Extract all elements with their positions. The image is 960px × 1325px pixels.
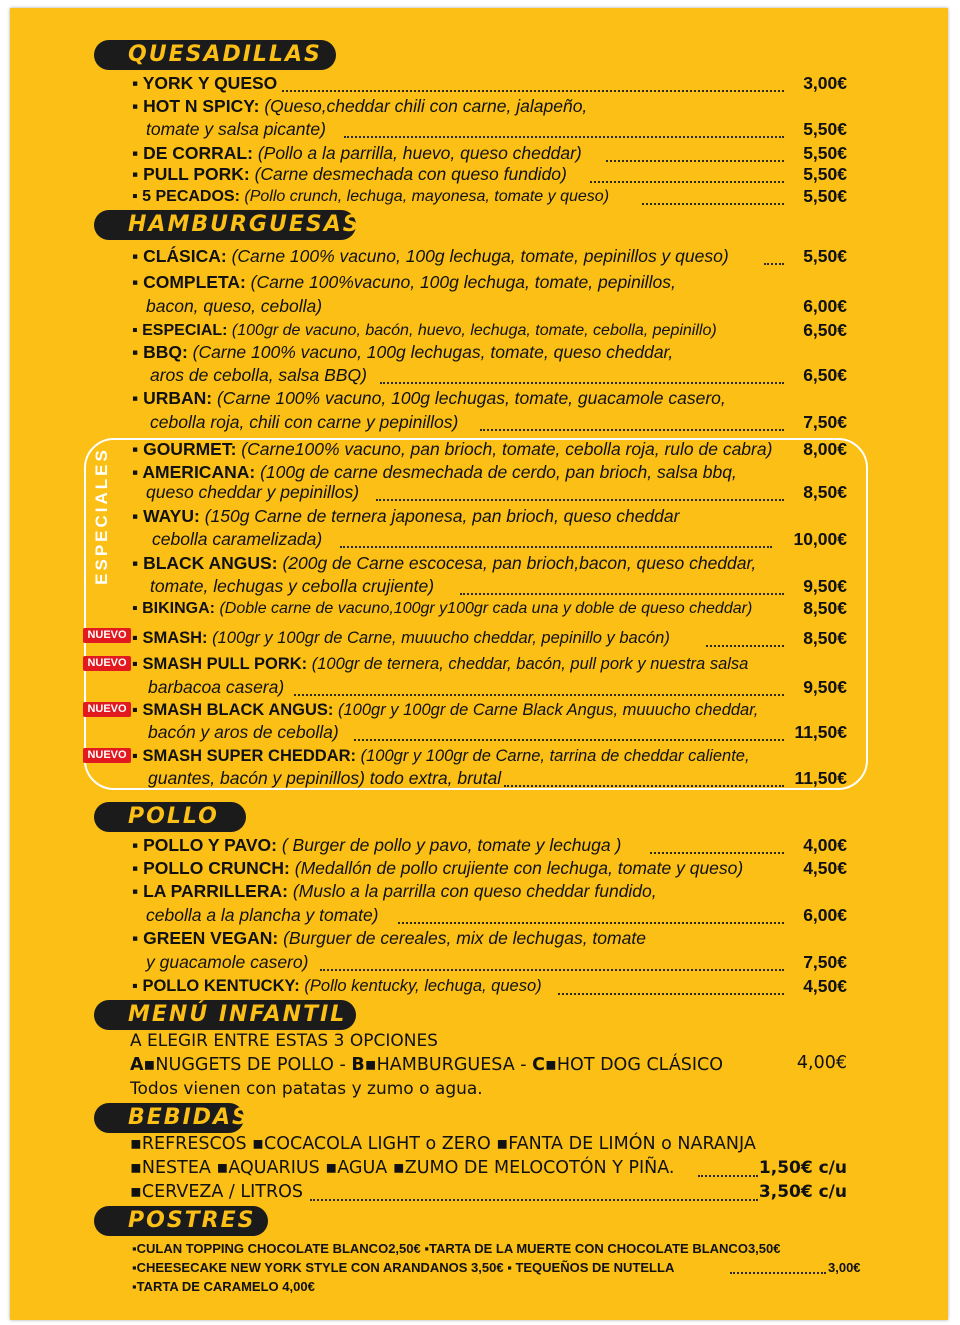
item-price: 5,50€	[803, 164, 847, 184]
especiales-label: ESPECIALES	[92, 446, 111, 585]
menu-item: ▪ DE CORRAL: (Pollo a la parrilla, huevo, queso cheddar)	[132, 143, 582, 163]
menu-item: ▪ LA PARRILLERA: (Muslo a la parrilla con queso cheddar fundido,	[132, 881, 657, 901]
section-title-pollo: POLLO	[94, 802, 246, 832]
menu-item: ▪ 5 PECADOS: (Pollo crunch, lechuga, mayonesa, tomate y queso)	[132, 188, 610, 205]
bebidas-row: ▪NESTEA ▪AQUARIUS ▪AGUA ▪ZUMO DE MELOCOTÓN Y PIÑA.	[130, 1158, 675, 1178]
item-price: 11,50€	[794, 768, 847, 788]
item-price: 6,00€	[803, 905, 847, 925]
menu-item: ▪ SMASH SUPER CHEDDAR: (100gr y 100gr de Carne, tarrina de cheddar caliente,	[132, 747, 750, 765]
section-title-menu-infantil: MENÚ INFANTIL	[94, 1000, 356, 1030]
menu-item: ▪ SMASH PULL PORK: (100gr de ternera, cheddar, bacón, pull pork y nuestra salsa	[132, 655, 749, 673]
menu-item: ▪ POLLO Y PAVO: ( Burger de pollo y pavo, tomate y lechuga )	[132, 835, 622, 855]
menu-item: ▪ PULL PORK: (Carne desmechada con queso fundido)	[132, 164, 567, 184]
menu-item: ▪ ESPECIAL: (100gr de vacuno, bacón, huevo, lechuga, tomate, cebolla, pepinillo)	[132, 322, 717, 339]
menu-item: ▪ BLACK ANGUS: (200g de Carne escocesa, pan brioch,bacon, queso cheddar,	[132, 553, 757, 573]
menu-item: ▪ POLLO KENTUCKY: (Pollo kentucky, lechuga, queso)	[132, 977, 542, 995]
item-price: 4,50€	[803, 976, 847, 996]
item-price: 9,50€	[803, 677, 847, 697]
menu-item: ▪ POLLO CRUNCH: (Medallón de pollo crujiente con lechuga, tomate y queso)	[132, 858, 744, 878]
item-price: 6,50€	[803, 320, 847, 340]
item-price: 6,00€	[803, 296, 847, 316]
menu-item: ▪ URBAN: (Carne 100% vacuno, 100g lechugas, tomate, guacamole casero,	[132, 388, 726, 408]
item-price: 7,50€	[803, 412, 847, 432]
item-price: 5,50€	[803, 143, 847, 163]
infantil-note: Todos vienen con patatas y zumo o agua.	[130, 1079, 483, 1099]
postres-row: ▪CULAN TOPPING CHOCOLATE BLANCO2,50€ ▪TARTA DE LA MUERTE CON CHOCOLATE BLANCO3,50€	[132, 1241, 781, 1256]
nuevo-badge: NUEVO	[83, 656, 131, 671]
section-title-hamburguesas: HAMBURGUESAS	[94, 210, 356, 240]
infantil-price: 4,00€	[796, 1053, 847, 1073]
bebidas-price: 3,50€ c/u	[758, 1182, 847, 1202]
item-price: 4,00€	[803, 835, 847, 855]
postres-row: ▪CHEESECAKE NEW YORK STYLE CON ARANDANOS 3,50€ ▪ TEQUEÑOS DE NUTELLA	[132, 1260, 675, 1275]
item-price: 7,50€	[803, 952, 847, 972]
nuevo-badge: NUEVO	[83, 748, 131, 763]
bebidas-row: ▪REFRESCOS ▪COCACOLA LIGHT o ZERO ▪FANTA DE LIMÓN o NARANJA	[130, 1134, 756, 1154]
nuevo-badge: NUEVO	[83, 702, 131, 717]
menu-item: ▪ WAYU: (150g Carne de ternera japonesa, pan brioch, queso cheddar	[132, 506, 680, 526]
section-title-bebidas: BEBIDAS	[94, 1103, 244, 1133]
menu-item: ▪ COMPLETA: (Carne 100%vacuno, 100g lechuga, tomate, pepinillos,	[132, 272, 676, 292]
menu-item: ▪ HOT N SPICY: (Queso,cheddar chili con carne, jalapeño,	[132, 96, 588, 116]
item-price: 8,00€	[803, 439, 847, 459]
item-price: 4,50€	[803, 858, 847, 878]
item-price: 9,50€	[803, 576, 847, 596]
item-price: 5,50€	[803, 119, 847, 139]
infantil-options: A▪NUGGETS DE POLLO - B▪HAMBURGUESA - C▪HOT DOG CLÁSICO	[130, 1055, 724, 1075]
item-price: 5,50€	[803, 246, 847, 266]
postres-price: 3,00€	[828, 1260, 861, 1275]
postres-row: ▪TARTA DE CARAMELO 4,00€	[132, 1279, 315, 1294]
infantil-intro: A ELEGIR ENTRE ESTAS 3 OPCIONES	[130, 1031, 438, 1051]
menu-item: ▪ SMASH: (100gr y 100gr de Carne, muuucho cheddar, pepinillo y bacón)	[132, 629, 670, 647]
menu-item: ▪ BIKINGA: (Doble carne de vacuno,100gr y100gr cada una y doble de queso cheddar)	[132, 600, 753, 617]
menu-item: ▪ GREEN VEGAN: (Burguer de cereales, mix de lechugas, tomate	[132, 928, 646, 948]
bebidas-price: 1,50€ c/u	[758, 1158, 847, 1178]
nuevo-badge: NUEVO	[83, 628, 131, 643]
item-price: 8,50€	[803, 598, 847, 618]
menu-item: ▪ GOURMET: (Carne100% vacuno, pan brioch, tomate, cebolla roja, rulo de cabra)	[132, 439, 773, 459]
menu-item: ▪ YORK Y QUESO	[132, 73, 278, 93]
item-price: 3,00€	[803, 73, 847, 93]
item-price: 6,50€	[803, 365, 847, 385]
item-price: 10,00€	[793, 529, 847, 549]
menu-item: ▪ AMERICANA: (100g de carne desmechada de cerdo, pan brioch, salsa bbq,	[132, 462, 737, 482]
section-title-postres: POSTRES	[94, 1206, 268, 1236]
item-price: 8,50€	[803, 628, 847, 648]
section-title-quesadillas: QUESADILLAS	[94, 40, 336, 70]
menu-item: ▪ CLÁSICA: (Carne 100% vacuno, 100g lechuga, tomate, pepinillos y queso)	[132, 246, 729, 266]
menu-item: ▪ SMASH BLACK ANGUS: (100gr y 100gr de Carne Black Angus, muuucho cheddar,	[132, 701, 759, 719]
menu-item: ▪ BBQ: (Carne 100% vacuno, 100g lechugas, tomate, queso cheddar,	[132, 342, 674, 362]
item-price: 8,50€	[803, 482, 847, 502]
item-price: 5,50€	[803, 186, 847, 206]
item-price: 11,50€	[794, 722, 847, 742]
menu-page: QUESADILLAS ▪ YORK Y QUESO 3,00€ ▪ HOT N SPICY: (Queso,cheddar chili con carne, jalapeño, tomate y salsa picante) 5,50€ ▪ DE CORRAL: (Pollo a la parrilla, huevo, queso cheddar) 5,50€ ▪ PULL PORK: (Carne desmechada con queso fundido) 5,50€ ▪ 5 PECADOS: (Pollo crunch, lechuga, mayonesa, tomate y queso) 5,50€ HAMBURGUESAS ▪ CLÁSICA: (Carne 100% vacuno, 100g lechuga, tomate, pepinillos y queso) 5,50€ ▪ COMPLETA: (Carne 100%vacuno, 100g lechuga, tomate, pepinillos, bacon, queso, cebolla) 6,00€ ▪ ESPECIAL: (100gr de vacuno, bacón, huevo, lechuga, tomate, cebolla, pepinillo) 6,50€ ▪ BBQ: (Carne 100% vacuno, 100g lechugas, tomate, queso cheddar, aros de cebolla, salsa BBQ) 6,50€ ▪ URBAN: (Carne 100% vacuno, 100g lechugas, tomate, guacamole casero, cebolla roja, chili con carne y pepinillos) 7,50€ ESPECIALES ▪ GOURMET: (Carne100% vacuno, pan brioch, tomate, cebolla roja, rulo de cabra) 8,00€ ▪ AMERICANA: (100g de carne desmechada de cerdo, pan brioch, salsa bbq, queso cheddar y pepinillos) 8,50€ ▪ WAYU: (150g Carne de ternera japonesa, pan brioch, queso cheddar cebolla caramelizada) 10,00€ ▪ BLACK ANGUS: (200g de Carne escocesa, pan brioch,bacon, queso cheddar, tomate, lechugas y cebolla crujiente) 9,50€ ▪ BIKINGA: (Doble carne de vacuno,100gr y100gr cada una y doble de queso cheddar) 8,50€ NUEVO ▪ SMASH: (100gr y 100gr de Carne, muuucho cheddar, pepinillo y bacón) 8,50€ NUEVO ▪ SMASH PULL PORK: (100gr de ternera, cheddar, bacón, pull pork y nuestra salsa barbacoa casera) 9,50€ NUEVO ▪ SMASH BLACK ANGUS: (100gr y 100gr de Carne Black Angus, muuucho cheddar, bacón y aros de cebolla) 11,50€ NUEVO ▪ SMASH SUPER CHEDDAR: (100gr y 100gr de Carne, tarrina de cheddar caliente, guantes, bacón y pepinillos) todo extra, brutal 11,50€ POLLO ▪ POLLO Y PAVO: ( Burger de pollo y pavo, tomate y lechuga ) 4,00€ ▪ POLLO CRUNCH: (Medallón de pollo crujiente con lechuga, tomate y queso) 4,50€ ▪ LA PARRILLERA: (Muslo a la parrilla con queso cheddar fundido, cebolla a la plancha y tomate) 6,00€ ▪ GREEN VEGAN: (Burguer de cereales, mix de lechugas, tomate y guacamole casero) 7,50€ ▪ POLLO KENTUCKY: (Pollo kentucky, lechuga, queso) 4,50€ MENÚ INFANTIL A ELEGIR ENTRE ESTAS 3 OPCIONES A▪NUGGETS DE POLLO - B▪HAMBURGUESA - C▪HOT DOG CLÁSICO 4,00€ Todos vienen con patatas y zumo o agua. BEBIDAS ▪REFRESCOS ▪COCACOLA LIGHT o ZERO ▪FANTA DE LIMÓN o NARANJA ▪NESTEA ▪AQUARIUS ▪AGUA ▪ZUMO DE MELOCOTÓN Y PIÑA. 1,50€ c/u ▪CERVEZA / LITROS 3,50€ c/u POSTRES ▪CULAN TOPPING CHOCOLATE BLANCO2,50€ ▪TARTA DE LA MUERTE CON CHOCOLATE BLANCO3,50€ ▪CHEESECAKE NEW YORK STYLE CON ARANDANOS 3,50€ ▪ TEQUEÑOS DE NUTELLA 3,00€ ▪TARTA DE CARAMELO 4,00€	[10, 8, 948, 1320]
bebidas-row: ▪CERVEZA / LITROS	[130, 1182, 304, 1202]
